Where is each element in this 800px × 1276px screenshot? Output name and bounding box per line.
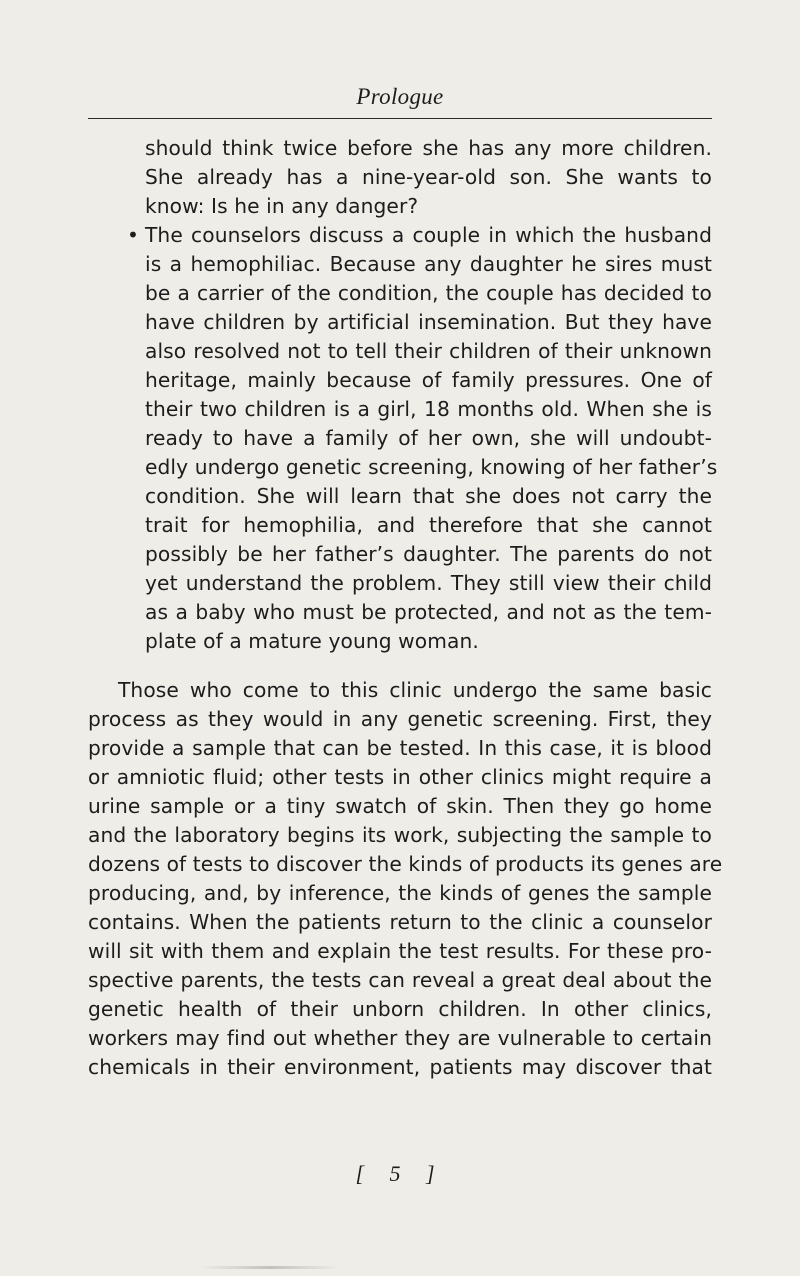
text-line: should think twice before she has any more children. <box>145 136 712 160</box>
text-line: workers may find out whether they are vulnerable to certain <box>88 1026 712 1050</box>
text-line: spective parents, the tests can reveal a great deal about the <box>88 968 712 992</box>
text-line: Those who come to this clinic undergo the same basic <box>118 678 712 702</box>
text-line: have children by artificial insemination. But they have <box>145 310 712 334</box>
text-line: genetic health of their unborn children. In other clinics, <box>88 997 712 1021</box>
page-number: [ 5 ] <box>355 1161 445 1186</box>
running-head: Prologue <box>356 84 444 109</box>
text-line: as a baby who must be protected, and not as the tem- <box>145 600 712 624</box>
text-line: edly undergo genetic screening, knowing of her father’s <box>145 455 718 479</box>
text-line: their two children is a girl, 18 months old. When she is <box>145 397 712 421</box>
text-line: urine sample or a tiny swatch of skin. Then they go home <box>88 794 712 818</box>
text-line: is a hemophiliac. Because any daughter he sires must <box>145 252 712 276</box>
text-line: provide a sample that can be tested. In this case, it is blood <box>88 736 712 760</box>
text-line: process as they would in any genetic screening. First, they <box>88 707 712 731</box>
text-line: plate of a mature young woman. <box>145 629 479 653</box>
text-line: producing, and, by inference, the kinds of genes the sample <box>88 881 712 905</box>
text-line: or amniotic fluid; other tests in other clinics might require a <box>88 765 712 789</box>
text-line: will sit with them and explain the test results. For these pro- <box>88 939 712 963</box>
bullet-icon: • <box>127 223 140 247</box>
text-line: heritage, mainly because of family pressures. One of <box>145 368 712 392</box>
main-paragraph <box>88 676 723 1082</box>
text-line: also resolved not to tell their children of their unknown <box>145 339 712 363</box>
text-line: She already has a nine-year-old son. She wants to <box>145 165 712 189</box>
body-text <box>88 134 723 1082</box>
text-line: chemicals in their environment, patients may discover that <box>88 1055 712 1079</box>
text-line: contains. When the patients return to the clinic a counselor <box>88 910 712 934</box>
header-rule <box>88 118 712 119</box>
text-line: condition. She will learn that she does not carry the <box>145 484 712 508</box>
text-line: ready to have a family of her own, she will undoubt- <box>145 426 712 450</box>
text-line: possibly be her father’s daughter. The parents do not <box>145 542 712 566</box>
bullet-item <box>88 221 718 656</box>
continued-bullet-text <box>88 134 712 221</box>
scan-edge-shadow <box>200 1266 340 1269</box>
text-line: know: Is he in any danger? <box>145 194 419 218</box>
text-line: and the laboratory begins its work, subjecting the sample to <box>88 823 712 847</box>
text-line: The counselors discuss a couple in which the husband <box>145 223 712 247</box>
text-line: trait for hemophilia, and therefore that she cannot <box>145 513 712 537</box>
text-line: be a carrier of the condition, the couple has decided to <box>145 281 712 305</box>
text-line: dozens of tests to discover the kinds of products its genes are <box>88 852 723 876</box>
text-line: yet understand the problem. They still view their child <box>145 571 712 595</box>
